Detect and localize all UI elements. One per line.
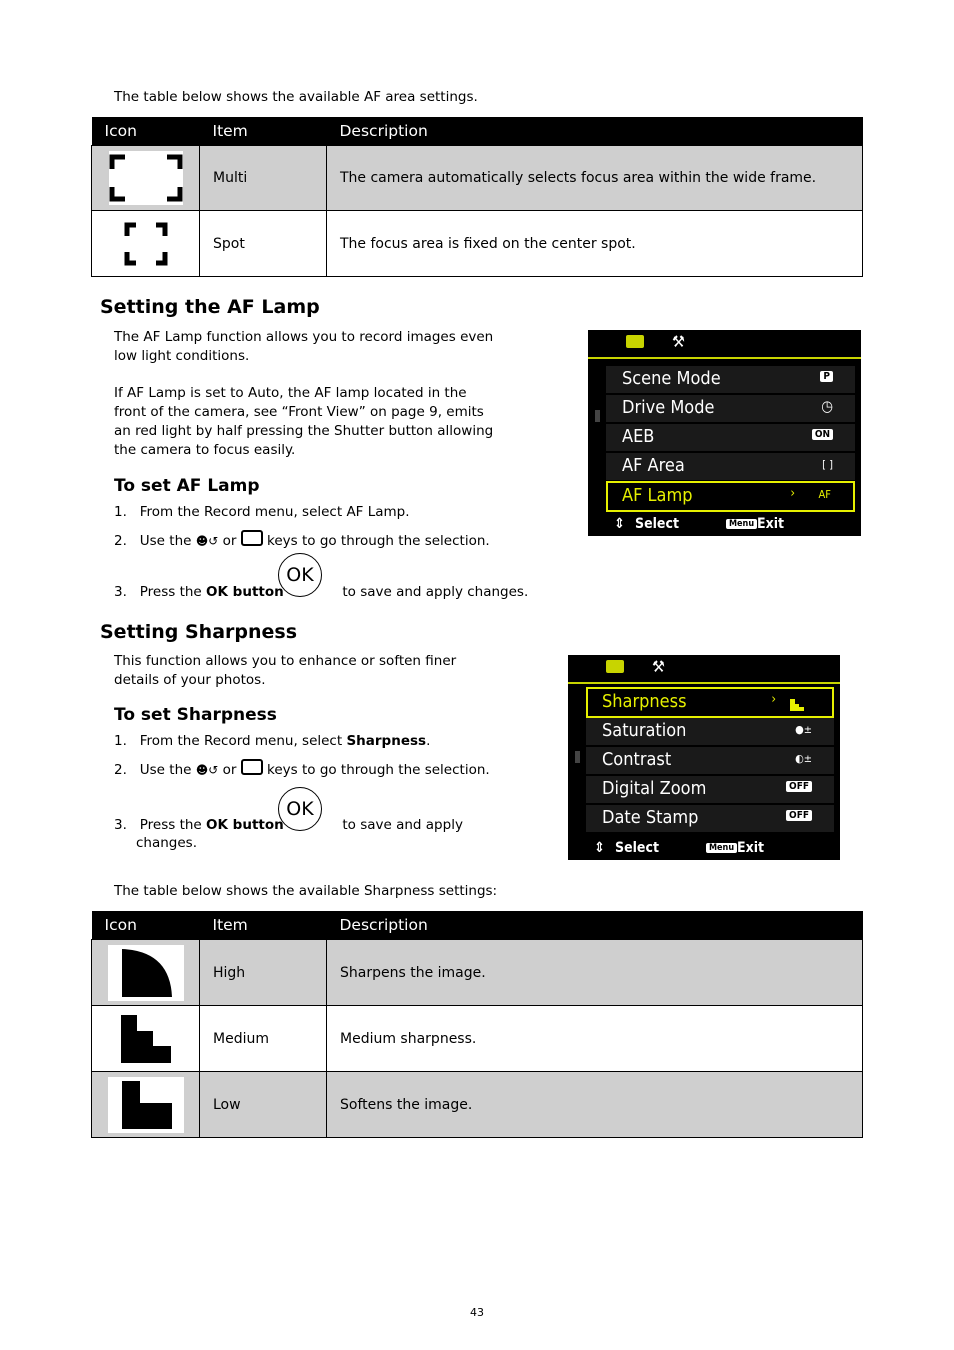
updown-arrow-icon: ⇕	[594, 840, 605, 856]
section-heading-sharpness: Setting Sharpness	[100, 621, 298, 643]
item-cell: Spot	[200, 211, 327, 277]
step-text: Press the	[139, 817, 202, 833]
lcd-footer	[588, 514, 861, 536]
step-text: to save and apply	[342, 817, 463, 833]
saturation-value: ±	[803, 723, 812, 736]
wrench-tab-icon: ⚒	[672, 332, 685, 351]
section-heading-af-lamp: Setting the AF Lamp	[100, 296, 320, 318]
step-bold: OK button	[206, 817, 284, 833]
lcd-tab-bar	[588, 330, 861, 359]
self-timer-icon: ◷	[821, 397, 833, 415]
row-label: AF Lamp	[622, 485, 693, 506]
description-cell: Sharpens the image.	[327, 940, 863, 1006]
menu-row-scene-mode	[606, 366, 855, 393]
select-label: Select	[635, 516, 679, 532]
item-cell: Medium	[200, 1006, 327, 1072]
description-cell: Softens the image.	[327, 1072, 863, 1138]
table-row	[92, 1006, 863, 1072]
table-row	[92, 940, 863, 1006]
step-bold: OK button	[206, 584, 284, 600]
menu-badge-icon: Menu	[706, 843, 737, 853]
display-key-icon	[241, 530, 263, 546]
off-badge-icon: OFF	[786, 810, 812, 821]
step-bold: Sharpness	[346, 733, 427, 749]
menu-row-af-lamp	[606, 481, 855, 512]
step-number: 3.	[114, 584, 127, 600]
af-lamp-step-2	[114, 530, 490, 551]
sharpness-step-1	[114, 732, 430, 751]
ok-button-icon: OK	[278, 553, 322, 597]
af-lamp-step-3	[114, 583, 528, 602]
step-text: From the Record menu, select AF Lamp.	[139, 504, 410, 520]
step-number: 2.	[114, 762, 127, 778]
af-lamp-paragraph-2: If AF Lamp is set to Auto, the AF lamp located in the front of the camera, see “Front View” on page 9, emits an red light by half pressing the Shutter button allowing the camera to focus easily.	[114, 385, 494, 458]
camera-tab-icon	[626, 335, 644, 348]
menu-row-af-area	[606, 453, 855, 480]
af-lamp-step-1	[114, 503, 410, 522]
row-label: AEB	[622, 426, 655, 447]
icon-cell	[92, 940, 200, 1006]
step-text: or	[222, 762, 237, 778]
sharpness-medium-small-icon	[790, 695, 804, 707]
col-description-header: Description	[327, 117, 863, 146]
description-cell: Medium sharpness.	[327, 1006, 863, 1072]
sharpness-menu-screen	[568, 655, 840, 860]
icon-cell	[92, 1006, 200, 1072]
ok-button-icon: OK	[278, 787, 322, 831]
item-cell: Low	[200, 1072, 327, 1138]
step-text: Use the	[139, 533, 192, 549]
step-text: to save and apply changes.	[342, 584, 529, 600]
sharpness-high-icon	[108, 945, 184, 1001]
lcd-tab-bar	[568, 655, 840, 684]
exit-label: Exit	[757, 516, 785, 532]
step-text: .	[426, 733, 431, 749]
chevron-right-icon: ›	[771, 692, 776, 707]
item-cell: Multi	[200, 146, 327, 211]
subheading-to-set-af-lamp: To set AF Lamp	[114, 476, 260, 496]
step-number: 1.	[114, 733, 127, 749]
sharpness-table	[91, 911, 863, 1138]
exit-label: Exit	[737, 840, 765, 856]
updown-arrow-icon: ⇕	[614, 516, 625, 532]
menu-row-saturation	[586, 718, 834, 745]
row-label: Digital Zoom	[602, 778, 707, 799]
off-badge-icon: OFF	[786, 781, 812, 792]
af-table-intro: The table below shows the available AF area settings.	[114, 89, 478, 105]
af-area-icon: [ ]	[822, 458, 833, 471]
step-number: 3.	[114, 817, 127, 833]
step-text: Press the	[139, 584, 202, 600]
sharpness-medium-icon	[119, 1013, 173, 1065]
spot-focus-icon	[124, 222, 168, 266]
row-label: Saturation	[602, 720, 687, 741]
row-label: Date Stamp	[602, 807, 699, 828]
row-label: Sharpness	[602, 691, 687, 712]
step-text: or	[222, 533, 237, 549]
menu-row-aeb	[606, 424, 855, 451]
description-cell: The camera automatically selects focus area within the wide frame.	[327, 146, 863, 211]
col-icon-header: Icon	[92, 911, 200, 940]
menu-badge-icon: Menu	[726, 519, 757, 529]
menu-row-contrast	[586, 747, 834, 774]
step-text: Use the	[139, 762, 192, 778]
subheading-to-set-sharpness: To set Sharpness	[114, 705, 277, 725]
table-row	[92, 146, 863, 211]
step-number: 2.	[114, 533, 127, 549]
scrollbar	[575, 751, 580, 763]
af-lamp-menu-screen	[588, 330, 861, 536]
step-number: 1.	[114, 504, 127, 520]
lcd-footer	[568, 838, 840, 860]
face-detect-key-icon: ☻↺	[195, 763, 219, 777]
scrollbar	[595, 410, 600, 422]
col-description-header: Description	[327, 911, 863, 940]
sharpness-paragraph-1: This function allows you to enhance or soften finer details of your photos.	[114, 653, 457, 688]
icon-cell	[92, 146, 200, 211]
sharpness-table-intro: The table below shows the available Sharpness settings:	[114, 883, 498, 899]
display-key-icon	[241, 759, 263, 775]
step-text: keys to go through the selection.	[267, 762, 490, 778]
sharpness-step-2	[114, 759, 490, 780]
description-cell: The focus area is fixed on the center spot.	[327, 211, 863, 277]
af-area-table	[91, 117, 863, 277]
sharpness-low-icon	[108, 1077, 184, 1133]
contrast-icon: ◐±	[795, 752, 812, 765]
icon-cell	[92, 211, 200, 277]
col-item-header: Item	[200, 911, 327, 940]
multi-focus-icon	[109, 151, 183, 205]
menu-row-digital-zoom	[586, 776, 834, 803]
contrast-value: ±	[803, 752, 812, 765]
col-icon-header: Icon	[92, 117, 200, 146]
step-text: keys to go through the selection.	[267, 533, 490, 549]
scene-p-icon: P	[820, 371, 833, 382]
row-label: AF Area	[622, 455, 685, 476]
col-item-header: Item	[200, 117, 327, 146]
af-lamp-icon: AF	[818, 488, 831, 501]
camera-tab-icon	[606, 660, 624, 673]
face-detect-key-icon: ☻↺	[195, 534, 219, 548]
menu-row-drive-mode	[606, 395, 855, 422]
row-label: Scene Mode	[622, 368, 721, 389]
select-label: Select	[615, 840, 659, 856]
wrench-tab-icon: ⚒	[652, 657, 665, 676]
page-number: 43	[470, 1306, 484, 1319]
row-label: Contrast	[602, 749, 672, 770]
on-badge-icon: ON	[812, 429, 833, 440]
saturation-icon: ●±	[795, 723, 812, 736]
sharpness-step-3-continued: changes.	[136, 835, 198, 851]
chevron-right-icon: ›	[790, 486, 795, 501]
menu-row-date-stamp	[586, 805, 834, 832]
af-lamp-paragraph-1: The AF Lamp function allows you to record images even low light conditions.	[114, 329, 494, 364]
item-cell: High	[200, 940, 327, 1006]
menu-row-sharpness	[586, 687, 834, 718]
icon-cell	[92, 1072, 200, 1138]
table-row	[92, 1072, 863, 1138]
step-text: From the Record menu, select	[139, 733, 343, 749]
row-label: Drive Mode	[622, 397, 715, 418]
table-row	[92, 211, 863, 277]
